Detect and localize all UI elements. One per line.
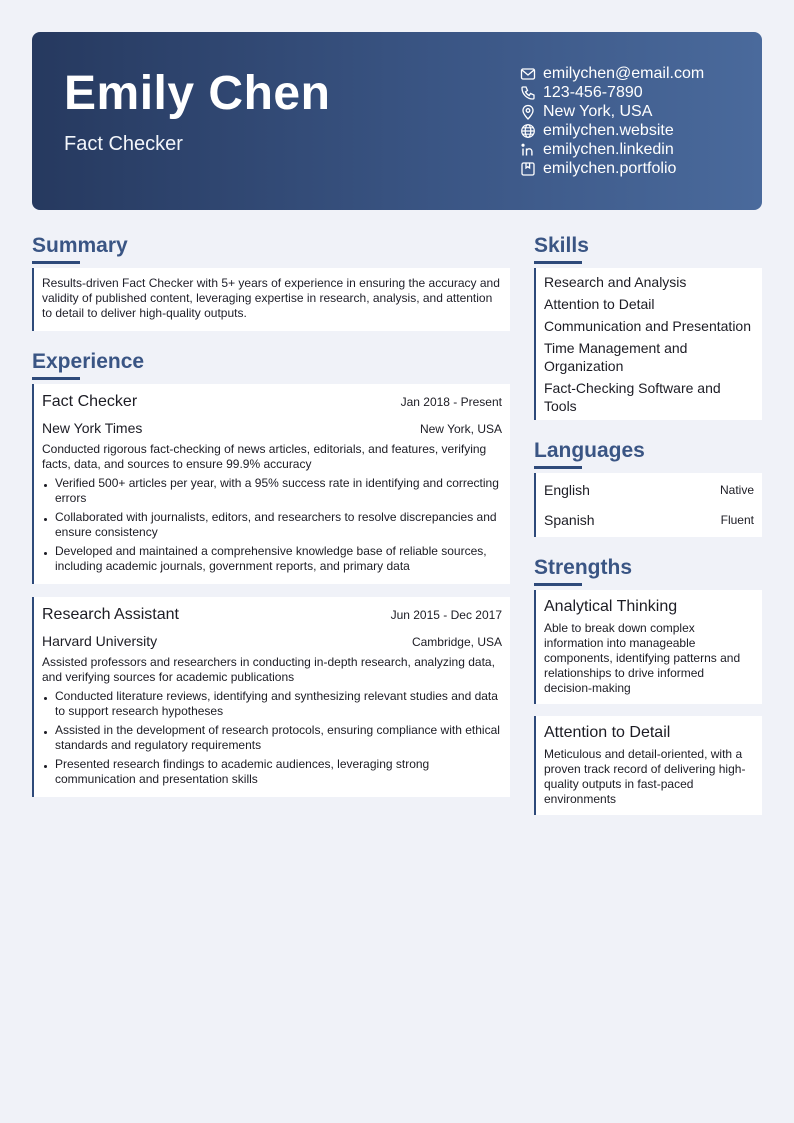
contact-location-text: New York, USA <box>543 102 653 120</box>
job-date: Jan 2018 - Present <box>400 395 502 409</box>
languages-list <box>534 473 762 537</box>
candidate-name: Emily Chen <box>64 67 331 120</box>
contact-email-text: emilychen@email.com <box>543 64 705 82</box>
candidate-role: Fact Checker <box>64 133 183 155</box>
side-column <box>534 232 762 815</box>
job-bullet: Verified 500+ articles per year, with a 95% success rate in identifying and correcting errors <box>42 476 502 506</box>
language-item <box>544 507 754 533</box>
summary-text: Results-driven Fact Checker with 5+ years of experience in ensuring the accuracy and validity of published content, leveraging expertise in research, analysis, and attention to detail to deliver high-quality outputs. <box>32 268 510 331</box>
strength-title: Analytical Thinking <box>544 598 678 615</box>
job-location: Cambridge, USA <box>411 635 502 649</box>
job-company: New York Times <box>42 420 143 436</box>
portfolio-icon <box>520 161 536 177</box>
strength-title: Attention to Detail <box>544 724 671 741</box>
job-bullets <box>42 689 502 787</box>
job-date: Jun 2015 - Dec 2017 <box>390 608 502 622</box>
contact-portfolio-text: emilychen.portfolio <box>543 159 677 177</box>
languages-heading: Languages <box>534 437 762 469</box>
globe-icon <box>520 123 536 139</box>
experience-entry <box>32 384 510 584</box>
location-icon <box>520 104 536 120</box>
skill-item: Time Management and Organization <box>544 340 688 374</box>
experience-entry <box>32 597 510 797</box>
contact-linkedin[interactable] <box>520 140 756 159</box>
strength-description: Meticulous and detail-oriented, with a proven track record of delivering high-quality outputs in fast-paced environments <box>544 747 746 806</box>
contact-email[interactable] <box>520 64 756 83</box>
job-description: Conducted rigorous fact-checking of news articles, editorials, and features, verifying facts, data, and sources to ensure 99.9% accuracy <box>42 442 487 471</box>
job-bullet: Assisted in the development of research protocols, ensuring compliance with ethical standards and regulatory requirements <box>42 723 502 753</box>
skill-item: Communication and Presentation <box>544 318 752 334</box>
strengths-heading: Strengths <box>534 554 762 586</box>
language-item <box>544 477 754 503</box>
skill-item: Fact-Checking Software and Tools <box>544 380 721 414</box>
contact-linkedin-text: emilychen.linkedin <box>543 140 674 158</box>
job-bullet: Conducted literature reviews, identifying and synthesizing relevant studies and data to support research hypotheses <box>42 689 502 719</box>
job-bullet: Presented research findings to academic audiences, leveraging strong communication and presentation skills <box>42 757 502 787</box>
contact-phone[interactable] <box>520 83 756 102</box>
contact-location <box>520 102 756 121</box>
experience-heading: Experience <box>32 348 510 380</box>
language-name: English <box>544 482 590 498</box>
skills-heading: Skills <box>534 232 762 264</box>
linkedin-icon <box>520 142 536 158</box>
phone-icon <box>520 85 536 101</box>
job-bullets <box>42 476 502 574</box>
language-level: Native <box>719 483 754 497</box>
job-bullet: Collaborated with journalists, editors, and researchers to resolve discrepancies and ensure consistency <box>42 510 502 540</box>
job-title: Research Assistant <box>42 606 179 623</box>
contact-website[interactable] <box>520 121 756 140</box>
skills-list <box>534 268 762 420</box>
strength-item <box>534 716 762 815</box>
job-title: Fact Checker <box>42 393 138 410</box>
contact-phone-text: 123-456-7890 <box>543 83 643 101</box>
job-bullet: Developed and maintained a comprehensive knowledge base of reliable sources, including academic journals, government reports, and primary data <box>42 544 502 574</box>
summary-heading: Summary <box>32 232 510 264</box>
job-location: New York, USA <box>419 422 502 436</box>
contact-website-text: emilychen.website <box>543 121 674 139</box>
resume-header <box>32 32 762 210</box>
contact-portfolio[interactable] <box>520 159 756 178</box>
skill-item: Attention to Detail <box>544 296 655 312</box>
strength-description: Able to break down complex information into manageable components, identifying patterns and relationships to drive informed decision-making <box>544 621 741 695</box>
language-level: Fluent <box>720 513 754 527</box>
skill-item: Research and Analysis <box>544 274 687 290</box>
contact-list <box>520 64 756 178</box>
mail-icon <box>520 66 536 82</box>
job-description: Assisted professors and researchers in conducting in-depth research, analyzing data, and verifying sources for academic publications <box>42 655 495 684</box>
strength-item <box>534 590 762 704</box>
language-name: Spanish <box>544 512 595 528</box>
job-company: Harvard University <box>42 633 158 649</box>
main-column <box>32 232 510 797</box>
